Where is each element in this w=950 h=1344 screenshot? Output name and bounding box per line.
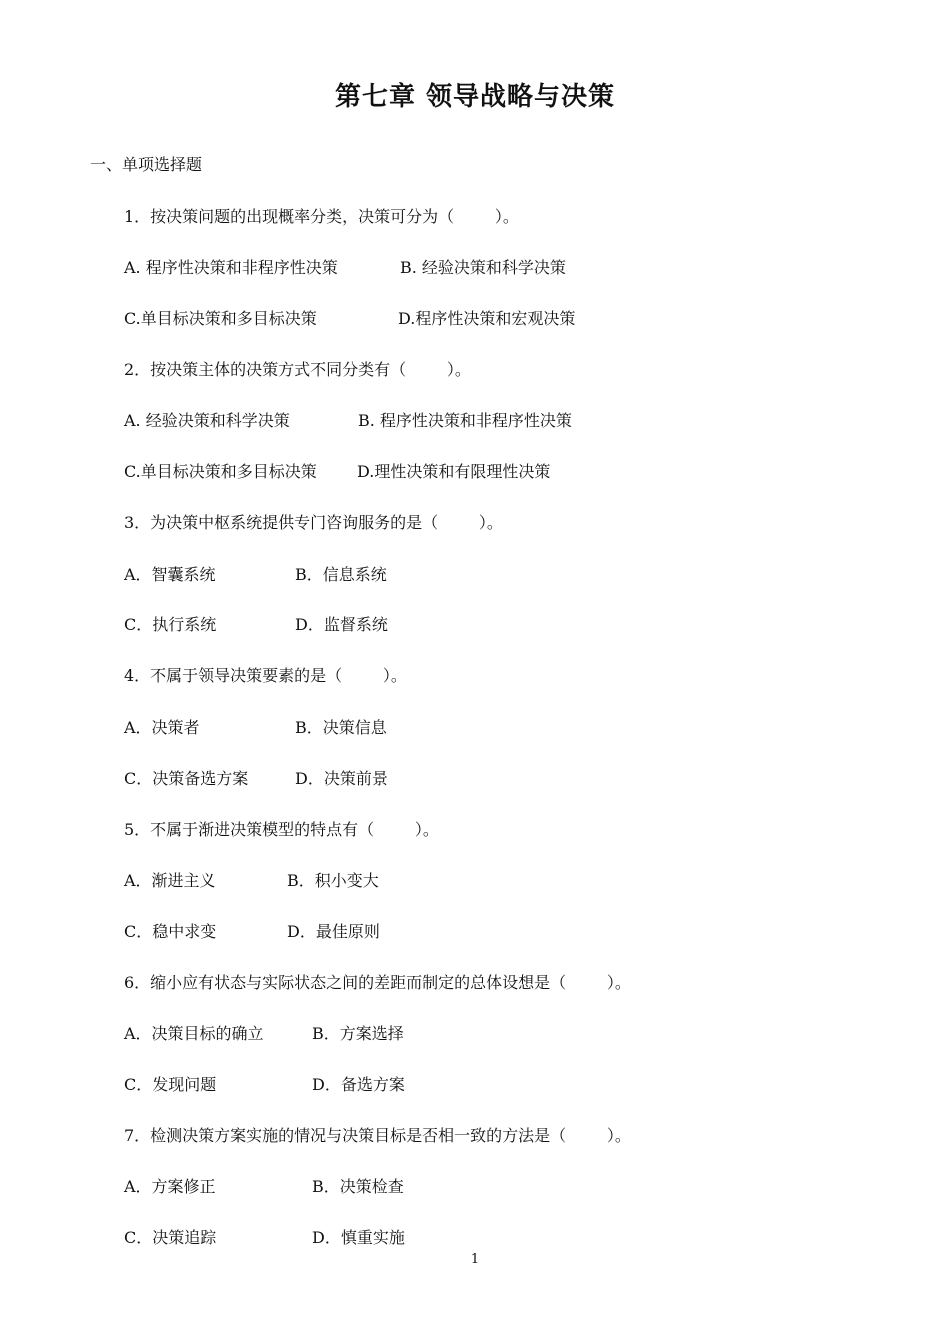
page-title: 第七章 领导战略与决策 [334, 82, 616, 112]
question-2-option-d: D.理性决策和有限理性决策 [357, 462, 551, 481]
question-7-option-b: B．决策检查 [312, 1177, 404, 1196]
question-7-option-d: D．慎重实施 [312, 1228, 405, 1247]
question-4-stem: 4．不属于领导决策要素的是（ ）。 [124, 666, 407, 685]
question-6-option-d: D．备选方案 [312, 1075, 405, 1094]
page-number: 1 [470, 1252, 480, 1267]
question-6-stem: 6．缩小应有状态与实际状态之间的差距而制定的总体设想是（ ）。 [124, 973, 631, 992]
question-5-option-d: D．最佳原则 [287, 922, 380, 941]
question-5-option-b: B．积小变大 [287, 871, 379, 890]
question-5-option-a: A．渐进主义 [124, 871, 216, 890]
question-3-option-c: C．执行系统 [124, 615, 217, 634]
question-4-option-d: D．决策前景 [295, 769, 388, 788]
question-7-stem: 7．检测决策方案实施的情况与决策目标是否相一致的方法是（ ）。 [124, 1126, 631, 1145]
question-2-option-a: A. 经验决策和科学决策 [124, 411, 290, 430]
question-7-option-a: A．方案修正 [124, 1177, 216, 1196]
question-6-option-c: C．发现问题 [124, 1075, 217, 1094]
question-6-option-a: A．决策目标的确立 [124, 1024, 264, 1043]
question-2-stem: 2．按决策主体的决策方式不同分类有（ ）。 [124, 360, 471, 379]
question-7-option-c: C．决策追踪 [124, 1228, 217, 1247]
question-4-option-b: B．决策信息 [295, 718, 387, 737]
question-4-option-a: A．决策者 [124, 718, 200, 737]
question-1-option-c: C.单目标决策和多目标决策 [124, 309, 317, 328]
question-3-option-a: A．智囊系统 [124, 565, 216, 584]
question-3-stem: 3．为决策中枢系统提供专门咨询服务的是（ ）。 [124, 513, 503, 532]
question-5-option-c: C．稳中求变 [124, 922, 217, 941]
section-heading: 一、单项选择题 [90, 155, 203, 174]
question-1-option-b: B. 经验决策和科学决策 [400, 258, 566, 277]
question-5-stem: 5．不属于渐进决策模型的特点有（ ）。 [124, 820, 439, 839]
question-4-option-c: C．决策备选方案 [124, 769, 249, 788]
question-1-option-d: D.程序性决策和宏观决策 [398, 309, 576, 328]
question-3-option-b: B．信息系统 [295, 565, 387, 584]
question-2-option-c: C.单目标决策和多目标决策 [124, 462, 317, 481]
question-1-option-a: A. 程序性决策和非程序性决策 [124, 258, 338, 277]
question-6-option-b: B．方案选择 [312, 1024, 404, 1043]
question-3-option-d: D．监督系统 [295, 615, 388, 634]
question-2-option-b: B. 程序性决策和非程序性决策 [358, 411, 572, 430]
question-1-stem: 1．按决策问题的出现概率分类，决策可分为（ ）。 [124, 207, 519, 226]
